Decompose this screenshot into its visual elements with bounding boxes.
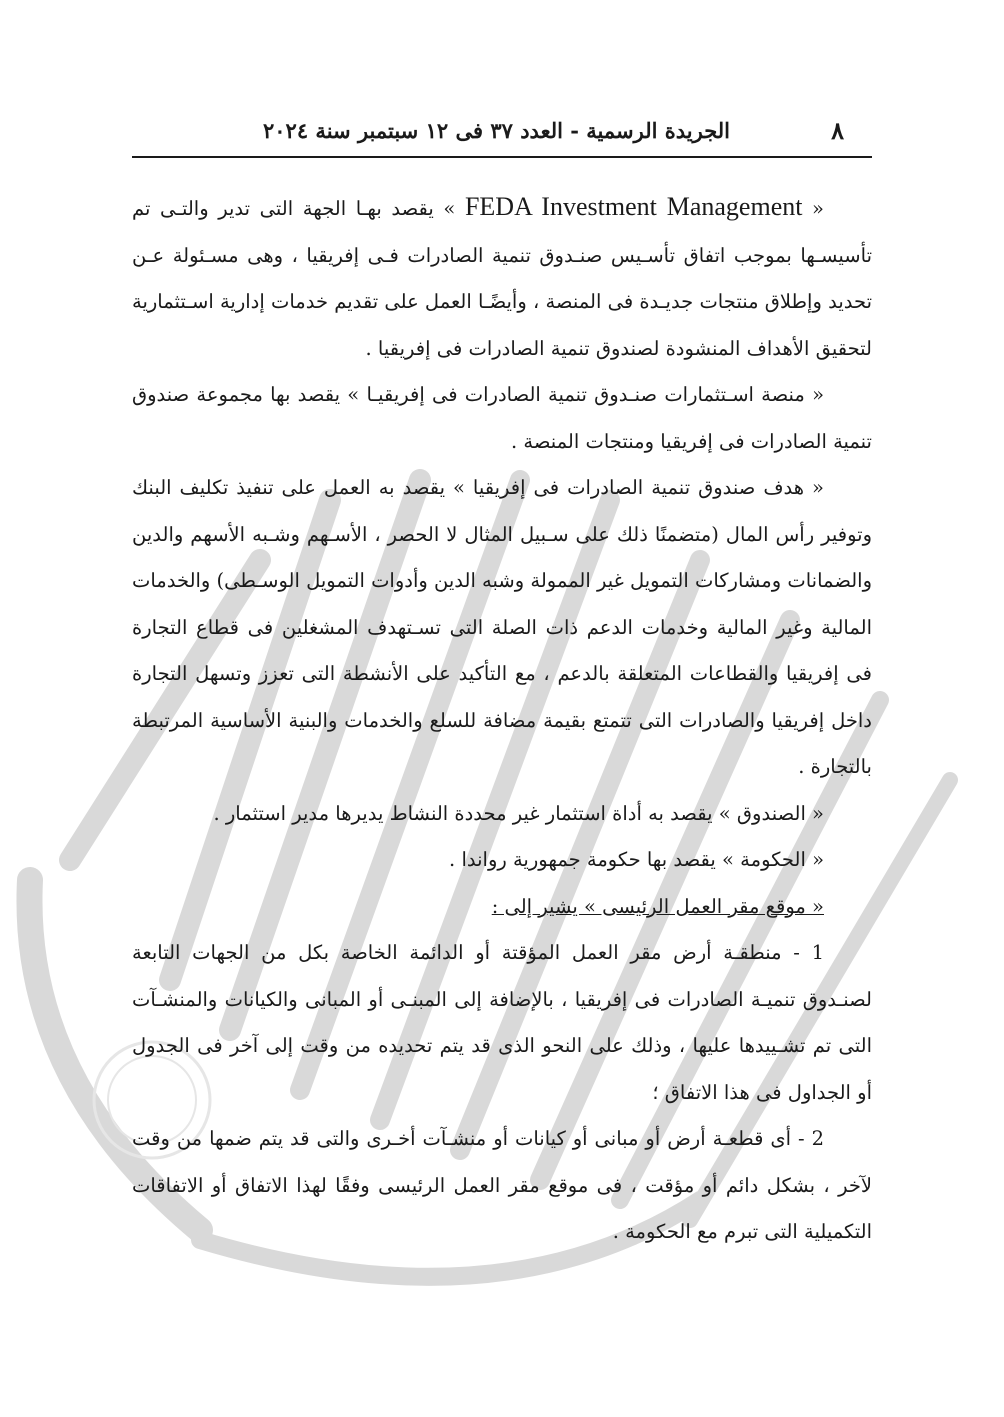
feda-open-quote: « [802,197,824,220]
definition-government: « الحكومة » يقصد بها حكومة جمهورية رواندا . [449,848,824,871]
definition-goal: « هدف صندوق تنمية الصادرات فى إفريقيا » يقصد به العمل على تنفيذ تكليف البنك وتوفير رأس المال (متضمنًا ذلك على سـبيل المثال لا الحصر ، الأسـهم وشـبه الأسهم والدين والضمانات ومشاركات التمويل غير الممولة وشبه الدين وأدوات التمويل الوسـطى) والخدمات المالية وغير المالية وخدمات الدعم ذات الصلة التى تسـتهدف المشغلين فى قطاع التجارة فى إفريقيا والقطاعات المتعلقة بالدعم ، مع التأكيد على الأنشطة التى تعزز وتسهل التجارة داخل إفريقيا والصادرات التى تتمتع بقيمة مضافة للسلع والخدمات والبنية الأساسية المرتبطة بالتجارة . [132,476,872,778]
page-number: ٨ [831,116,844,145]
hq-item-2: 2 - أى قطعـة أرض أو مبانى أو كيانات أو منشـآت أخـرى والتى قد يتم ضمها من وقت لآخر ، بشكل دائم أو مؤقت ، فى موقع مقر العمل الرئيسى وفقًا لهذا الاتفاق أو الاتفاقات التكميلية التى تبرم مع الحكومة . [132,1127,872,1243]
definition-hq [132,884,872,931]
definition-platform: « منصة اسـتثمارات صنـدوق تنمية الصادرات فى إفريقيـا » يقصد بها مجموعة صندوق تنمية الصادرات فى إفريقيا ومنتجات المنصة . [132,383,872,453]
definition-fund: « الصندوق » يقصد به أداة استثمار غير محددة النشاط يديرها مدير استثمار . [213,801,824,825]
feda-definition-text: » يقصد بهـا الجهة التى تدير والتـى تم تأسيسـها بموجب اتفاق تأسـيس صنـدوق تنمية الصادرات فـى إفريقيا ، وهى مسـئولة عـن تحديد وإطلاق منتجات جديـدة فى المنصة ، وأيضًـا العمل على تقديم خدمات إدارية اسـتثمارية لتحقيق الأهداف المنشودة لصندوق تنمية الصادرات فى إفريقيا . [132,197,872,360]
definition-feda [132,184,872,372]
header-divider [132,156,872,158]
gazette-title: الجريدة الرسمية - العدد ٣٧ فى ١٢ سبتمبر سنة ٢٠٢٤ [263,118,730,143]
feda-term: FEDA Investment Management [464,192,803,221]
hq-definition-text: « موقع مقر العمل الرئيسى » يشير إلى : [491,894,824,918]
hq-item-1: 1 - منطقـة أرض مقر العمل المؤقتة أو الدائمة الخاصة بكل من الجهات التابعة لصنـدوق تنميـة الصادرات فى إفريقيا ، بالإضافة إلى المبنـى أو المبانى والكيانات والمنشـآت التى تم تشـييدها عليها ، وذلك على النحو الذى قد يتم تحديده من وقت إلى آخر فى الجدول أو الجداول فى هذا الاتفاق ؛ [132,941,872,1104]
document-body [132,184,872,1256]
page-header [132,112,872,156]
